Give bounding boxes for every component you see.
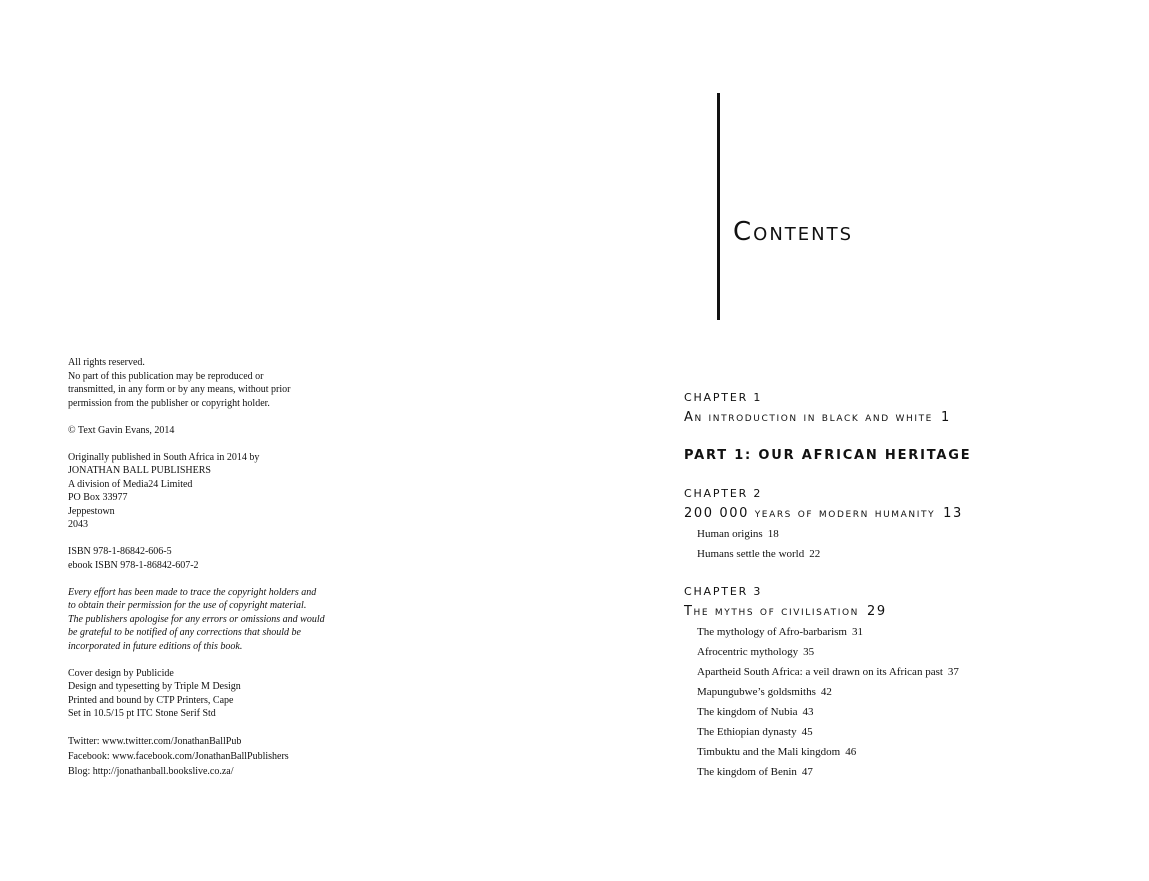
section-title: The mythology of Afro-barbarism xyxy=(697,626,847,638)
section-title: Humans settle the world xyxy=(697,548,805,560)
section-page-number: 45 xyxy=(801,726,813,738)
section-entry xyxy=(697,544,1104,564)
copyright-line: © Text Gavin Evans, 2014 xyxy=(68,424,175,436)
chapter-label: CHAPTER 2 xyxy=(684,487,763,500)
publisher-line: 2043 xyxy=(68,519,88,530)
section-entry xyxy=(697,622,1104,642)
section-entry xyxy=(697,702,1104,722)
section-title: The Ethiopian dynasty xyxy=(697,726,797,738)
section-page-number: 18 xyxy=(767,528,779,540)
section-entry xyxy=(697,524,1104,544)
section-title: The kingdom of Nubia xyxy=(697,706,798,718)
section-entry xyxy=(697,722,1104,742)
chapter-heading xyxy=(684,408,1104,428)
disclaimer-line: to obtain their permission for the use of copyright material. xyxy=(68,600,307,611)
isbn-line: ebook ISBN 978-1-86842-607-2 xyxy=(68,559,199,571)
section-title: Mapungubwe’s goldsmiths xyxy=(697,686,816,698)
imprint-page xyxy=(68,356,368,793)
chapter-heading xyxy=(684,602,1104,622)
production-credits xyxy=(68,667,368,721)
copyright-notice xyxy=(68,424,368,438)
disclaimer xyxy=(68,586,368,654)
section-title: Apartheid South Africa: a veil drawn on its African past xyxy=(697,666,943,678)
rights-line: All rights reserved. xyxy=(68,357,145,368)
production-line: Printed and bound by CTP Printers, Cape xyxy=(68,694,234,706)
facebook-link: Facebook: www.facebook.com/JonathanBallPublishers xyxy=(68,751,289,762)
section-page-number: 47 xyxy=(801,766,813,778)
isbn-info xyxy=(68,545,368,572)
chapter-page-number: 13 xyxy=(943,506,963,521)
publisher-line: JONATHAN BALL PUBLISHERS xyxy=(68,465,211,476)
section-page-number: 37 xyxy=(947,666,959,678)
section-entry xyxy=(697,742,1104,762)
chapter-title: 200 000 years of modern humanity xyxy=(684,506,936,521)
chapter-heading xyxy=(684,504,1104,524)
section-entry xyxy=(697,642,1104,662)
chapter-page-number: 1 xyxy=(940,410,951,425)
section-entry xyxy=(697,662,1104,682)
disclaimer-line: incorporated in future editions of this book. xyxy=(68,640,243,652)
publisher-line: A division of Media24 Limited xyxy=(68,478,193,490)
section-list xyxy=(684,524,1104,564)
section-page-number: 35 xyxy=(803,646,815,658)
section-title: Human origins xyxy=(697,528,763,540)
chapter-title: An introduction in black and white xyxy=(684,410,933,425)
chapter-label: CHAPTER 1 xyxy=(684,391,763,404)
web-links xyxy=(68,734,368,779)
chapter-page-number: 29 xyxy=(867,604,887,619)
section-page-number: 22 xyxy=(809,548,821,560)
rights-notice xyxy=(68,356,368,410)
chapter-label: CHAPTER 3 xyxy=(684,585,763,598)
section-entry xyxy=(697,682,1104,702)
section-page-number: 31 xyxy=(852,626,863,638)
twitter-link: Twitter: www.twitter.com/JonathanBallPub xyxy=(68,736,242,747)
chapter-title: The myths of civilisation xyxy=(684,604,860,619)
disclaimer-line: Every effort has been made to trace the copyright holders and xyxy=(68,586,317,598)
section-title: Timbuktu and the Mali kingdom xyxy=(697,746,841,758)
spacer xyxy=(684,564,1104,582)
part-heading: PART 1: OUR AFRICAN HERITAGE xyxy=(684,448,972,463)
publisher-line: Jeppestown xyxy=(68,505,115,517)
spacer xyxy=(684,428,1104,446)
spacer xyxy=(684,466,1104,484)
section-entry xyxy=(697,762,1104,782)
table-of-contents xyxy=(684,388,1104,782)
production-line: Design and typesetting by Triple M Design xyxy=(68,681,241,692)
rights-line: transmitted, in any form or by any means, without prior xyxy=(68,384,291,395)
publisher-info xyxy=(68,451,368,532)
section-page-number: 46 xyxy=(845,746,857,758)
section-page-number: 43 xyxy=(802,706,814,718)
section-list xyxy=(684,622,1104,782)
rights-line: No part of this publication may be reproduced or xyxy=(68,370,264,382)
disclaimer-line: be grateful to be notified of any corrections that should be xyxy=(68,627,301,638)
isbn-line: ISBN 978-1-86842-606-5 xyxy=(68,546,172,557)
publisher-line: PO Box 33977 xyxy=(68,492,128,503)
blog-link: Blog: http://jonathanball.bookslive.co.za/ xyxy=(68,766,234,777)
production-line: Set in 10.5/15 pt ITC Stone Serif Std xyxy=(68,708,216,719)
disclaimer-line: The publishers apologise for any errors or omissions and would xyxy=(68,613,325,625)
section-title: The kingdom of Benin xyxy=(697,766,797,778)
production-line: Cover design by Publicide xyxy=(68,667,174,679)
title-vertical-rule xyxy=(717,93,720,320)
publisher-line: Originally published in South Africa in 2014 by xyxy=(68,451,260,463)
rights-line: permission from the publisher or copyright holder. xyxy=(68,397,270,409)
section-page-number: 42 xyxy=(820,686,832,698)
section-title: Afrocentric mythology xyxy=(697,646,799,658)
page-title: Contents xyxy=(733,217,854,247)
